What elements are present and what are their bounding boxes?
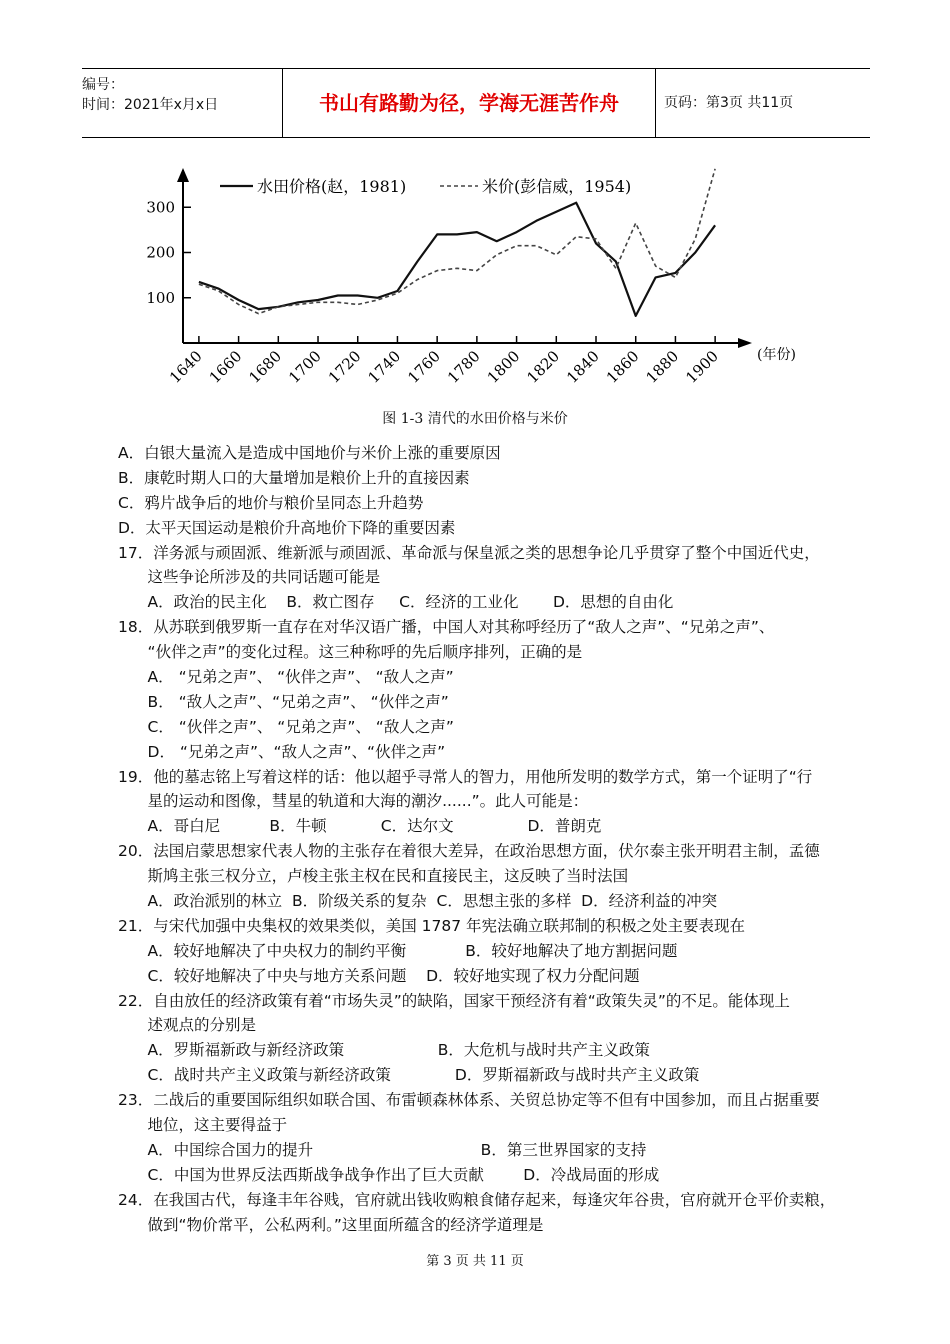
- text-line: B．康乾时期人口的大量增加是粮价上升的直接因素: [118, 468, 470, 487]
- y-tick-label: 100: [146, 288, 175, 307]
- text-line: C．战时共产主义政策与新经济政策 D．罗斯福新政与战时共产主义政策: [118, 1066, 700, 1085]
- x-tick-label: 1740: [364, 347, 405, 387]
- x-axis-arrow: [738, 338, 752, 348]
- text-line: 星的运动和图像，彗星的轨道和大海的潮汐......”。此人可能是：: [118, 792, 589, 811]
- text-line: A．哥白尼 B．牛顿 C．达尔文 D．普朗克: [118, 817, 602, 836]
- x-tick-label: 1800: [483, 347, 524, 387]
- x-tick-label: 1840: [563, 347, 603, 387]
- paddy-price-line: [199, 203, 715, 316]
- text-line: 19．他的墓志铭上写着这样的话：他以超乎寻常人的智力，用他所发明的数学方式，第一个证明了“行: [118, 767, 813, 786]
- chart-legend: [220, 177, 631, 196]
- x-tick-label: 1780: [443, 347, 484, 387]
- text-line: A．罗斯福新政与新经济政策 B．大危机与战时共产主义政策: [118, 1041, 650, 1060]
- x-tick-label: 1900: [682, 347, 722, 387]
- text-line: 这些争论所涉及的共同话题可能是: [118, 568, 381, 587]
- x-tick-label: 1660: [205, 347, 246, 387]
- x-tick-label: 1680: [245, 347, 286, 387]
- text-line: 20．法国启蒙思想家代表人物的主张存在着很大差异，在政治思想方面，伏尔泰主张开明君主制，孟德: [118, 842, 820, 861]
- text-line: 斯鸠主张三权分立，卢梭主张主权在民和直接民主，这反映了当时法国: [118, 867, 629, 886]
- text-line: 地位，这主要得益于: [118, 1116, 288, 1135]
- text-line: C． “伙伴之声”、 “兄弟之声”、 “敌人之声”: [118, 717, 454, 736]
- x-tick-label: 1720: [324, 347, 365, 387]
- text-line: 23．二战后的重要国际组织如联合国、布雷顿森林体系、关贸总协定等不但有中国参加，而且占据重要: [118, 1091, 820, 1110]
- text-line: 17．洋务派与顽固派、维新派与顽固派、革命派与保皇派之类的思想争论几乎贯穿了整个中国近代史，: [118, 543, 820, 562]
- x-tick-label: 1820: [523, 347, 564, 387]
- x-tick-label: 1640: [165, 347, 206, 387]
- text-line: 22．自由放任的经济政策有着“市场失灵”的缺陷，国家干预经济有着“政策失灵”的不足。能体现上: [118, 991, 790, 1010]
- y-axis-arrow: [177, 168, 189, 182]
- header-motto: 书山有路勤为径，学海无涯苦作舟: [282, 69, 656, 137]
- question-text: [118, 441, 878, 1238]
- text-line: A．较好地解决了中央权力的制约平衡 B．较好地解决了地方割据问题: [118, 941, 678, 960]
- document-time-label: 时间：2021年x月x日: [82, 97, 219, 113]
- figure-caption: 图 1-3 清代的水田价格与米价: [382, 411, 568, 427]
- x-tick-label: 1860: [602, 347, 643, 387]
- legend-label-rice: 米价(彭信威，1954): [482, 177, 632, 196]
- x-tick-label: 1760: [404, 347, 444, 387]
- text-line: A．政治的民主化 B．救亡图存 C．经济的工业化 D．思想的自由化: [118, 593, 674, 612]
- chart-ticks: [146, 198, 796, 387]
- y-tick-label: 200: [146, 243, 175, 262]
- x-tick-label: 1700: [285, 347, 325, 387]
- text-line: “伙伴之声”的变化过程。这三种称呼的先后顺序排列，正确的是: [118, 643, 583, 662]
- text-line: A．政治派别的林立 B．阶级关系的复杂 C．思想主张的多样 D．经济利益的冲突: [118, 892, 718, 911]
- header-page-number: 页码：第3页 共11页: [664, 95, 794, 111]
- text-line: C．中国为世界反法西斯战争战争作出了巨大贡献 D．冷战局面的形成: [118, 1165, 660, 1184]
- page-footer: 第 3 页 共 11 页: [426, 1254, 524, 1269]
- x-tick-label: 1880: [642, 347, 683, 387]
- y-tick-label: 300: [146, 198, 175, 217]
- text-line: A．白银大量流入是造成中国地价与米价上涨的重要原因: [118, 444, 501, 462]
- document-number-label: 编号：: [82, 77, 124, 93]
- x-axis-label: (年份): [757, 347, 796, 363]
- legend-label-paddy: 水田价格(赵，1981): [257, 177, 407, 196]
- text-line: 18．从苏联到俄罗斯一直存在对华汉语广播，中国人对其称呼经历了“敌人之声”、“兄弟之声”、: [118, 618, 775, 637]
- text-line: 24．在我国古代，每逢丰年谷贱，官府就出钱收购粮食储存起来，每逢灾年谷贵，官府就开仓平价卖粮，: [118, 1190, 836, 1209]
- text-line: C．较好地解决了中央与地方关系问题 D．较好地实现了权力分配问题: [118, 966, 640, 985]
- text-line: C．鸦片战争后的地价与粮价呈同态上升趋势: [118, 493, 424, 512]
- text-line: D．太平天国运动是粮价升高地价下降的重要因素: [118, 518, 456, 537]
- text-line: 述观点的分别是: [118, 1016, 257, 1035]
- text-line: 21．与宋代加强中央集权的效果类似，美国 1787 年宪法确立联邦制的积极之处主要表现在: [118, 916, 746, 935]
- text-line: A． “兄弟之声”、 “伙伴之声”、 “敌人之声”: [118, 668, 454, 687]
- text-line: D． “兄弟之声”、“敌人之声”、“伙伴之声”: [118, 742, 446, 761]
- text-line: B． “敌人之声”、“兄弟之声”、 “伙伴之声”: [118, 692, 449, 711]
- price-line-chart: [0, 0, 950, 420]
- text-line: A．中国综合国力的提升 B．第三世界国家的支持: [118, 1140, 647, 1159]
- text-line: 做到“物价常平，公私两利。”这里面所蕴含的经济学道理是: [118, 1215, 544, 1234]
